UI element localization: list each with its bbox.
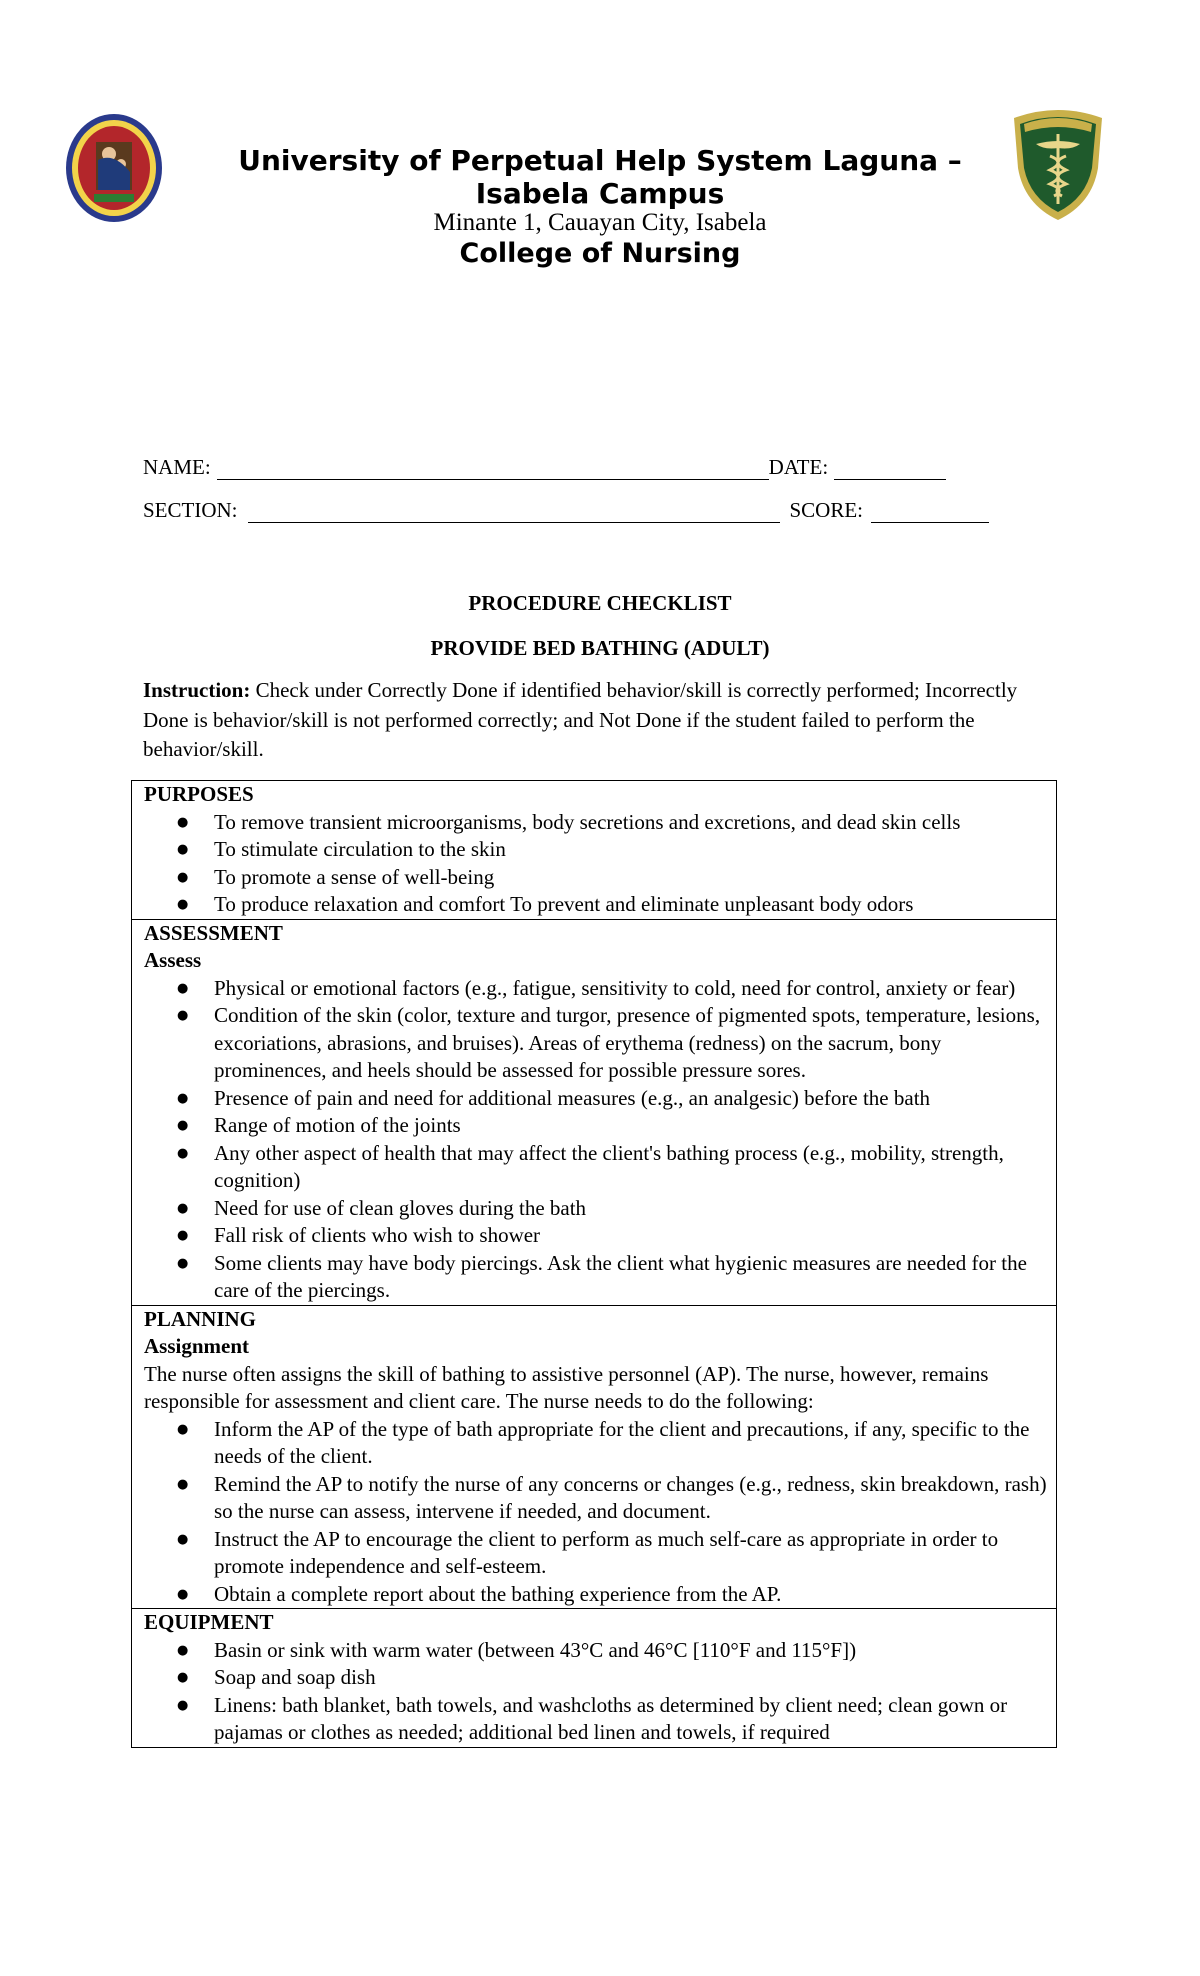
procedure-title: PROVIDE BED BATHING (ADULT) — [430, 636, 770, 660]
section-score-row — [143, 497, 989, 523]
score-field[interactable] — [871, 502, 989, 523]
list-item: ● To promote a sense of well-being — [214, 864, 1048, 892]
assessment-subtitle: Assess — [144, 948, 202, 972]
list-item: ● Physical or emotional factors (e.g., fatigue, sensitivity to cold, need for control, anxiety or fear) — [214, 975, 1048, 1003]
list-item: ● Fall risk of clients who wish to shower — [214, 1222, 1048, 1250]
assessment-section — [132, 920, 1056, 1306]
list-item: ● Some clients may have body piercings. Ask the client what hygienic measures are needed for the care of the piercings. — [214, 1250, 1048, 1305]
planning-paragraph: The nurse often assigns the skill of bathing to assistive personnel (AP). The nurse, however, remains responsible for assessment and client care. The nurse needs to do the following: — [144, 1361, 989, 1413]
list-item: ● Presence of pain and need for additional measures (e.g., an analgesic) before the bath — [214, 1085, 1048, 1113]
list-item: ● Inform the AP of the type of bath appropriate for the client and precautions, if any, specific to the needs of the client. — [214, 1416, 1048, 1471]
list-item: ● Soap and soap dish — [214, 1664, 1048, 1692]
list-item: ● To remove transient microorganisms, body secretions and excretions, and dead skin cells — [214, 809, 1048, 837]
list-item: ● Need for use of clean gloves during the bath — [214, 1195, 1048, 1223]
equipment-title: EQUIPMENT — [144, 1610, 274, 1634]
planning-subtitle: Assignment — [144, 1334, 250, 1358]
planning-title: PLANNING — [144, 1306, 257, 1331]
purposes-title: PURPOSES — [144, 782, 254, 806]
date-label: DATE: — [768, 455, 829, 479]
university-name — [0, 144, 1200, 210]
list-item: ● Range of motion of the joints — [214, 1112, 1048, 1140]
university-name-line1: University of Perpetual Help System Laguna – — [238, 144, 962, 177]
purposes-list — [144, 809, 1048, 919]
checklist-table — [131, 780, 1057, 1748]
list-item: ● Instruct the AP to encourage the client to perform as much self-care as appropriate in order to promote independence and self-esteem. — [214, 1526, 1048, 1581]
name-label: NAME: — [143, 455, 211, 479]
equipment-section — [132, 1609, 1056, 1747]
list-item: ● Linens: bath blanket, bath towels, and washcloths as determined by client need; clean gown or pajamas or clothes as needed; additional bed linen and towels, if required — [214, 1692, 1048, 1747]
planning-list — [144, 1416, 1048, 1609]
campus-address: Minante 1, Cauayan City, Isabela — [433, 209, 767, 236]
planning-section — [132, 1306, 1056, 1610]
section-field[interactable] — [248, 502, 780, 523]
list-item: ● Any other aspect of health that may affect the client's bathing process (e.g., mobility, strength, cognition) — [214, 1140, 1048, 1195]
section-label: SECTION: — [143, 498, 238, 522]
assessment-title: ASSESSMENT — [144, 920, 283, 945]
purposes-section — [132, 781, 1056, 920]
college-name: College of Nursing — [459, 238, 741, 269]
university-name-line2: Isabela Campus — [475, 177, 725, 210]
date-field[interactable] — [834, 459, 946, 480]
list-item: ● To stimulate circulation to the skin — [214, 836, 1048, 864]
equipment-list — [144, 1637, 1048, 1747]
assessment-list — [144, 975, 1048, 1305]
name-field[interactable] — [217, 459, 769, 480]
instruction-text — [143, 676, 1063, 765]
list-item: ● Basin or sink with warm water (between 43°C and 46°C [110°F and 115°F]) — [214, 1637, 1048, 1665]
instruction-label: Instruction: — [143, 678, 251, 702]
score-label: SCORE: — [789, 498, 864, 522]
instruction-body: Check under Correctly Done if identified behavior/skill is correctly performed; Incorrectly Done is behavior/skill is not performed correctly; and Not Done if the student failed to perform the behavior/skill. — [143, 678, 1018, 761]
list-item: ● Condition of the skin (color, texture and turgor, presence of pigmented spots, temperature, lesions, excoriations, abrasions, and bruises). Areas of erythema (redness) on the sacrum, bony prominences, and heels should be assessed for possible pressure sores. — [214, 1002, 1048, 1085]
list-item: ● Obtain a complete report about the bathing experience from the AP. — [214, 1581, 1048, 1609]
list-item: ● To produce relaxation and comfort To prevent and eliminate unpleasant body odors — [214, 891, 1048, 919]
name-date-row — [143, 454, 946, 480]
list-item: ● Remind the AP to notify the nurse of any concerns or changes (e.g., redness, skin breakdown, rash) so the nurse can assess, intervene if needed, and document. — [214, 1471, 1048, 1526]
checklist-title: PROCEDURE CHECKLIST — [468, 591, 732, 615]
